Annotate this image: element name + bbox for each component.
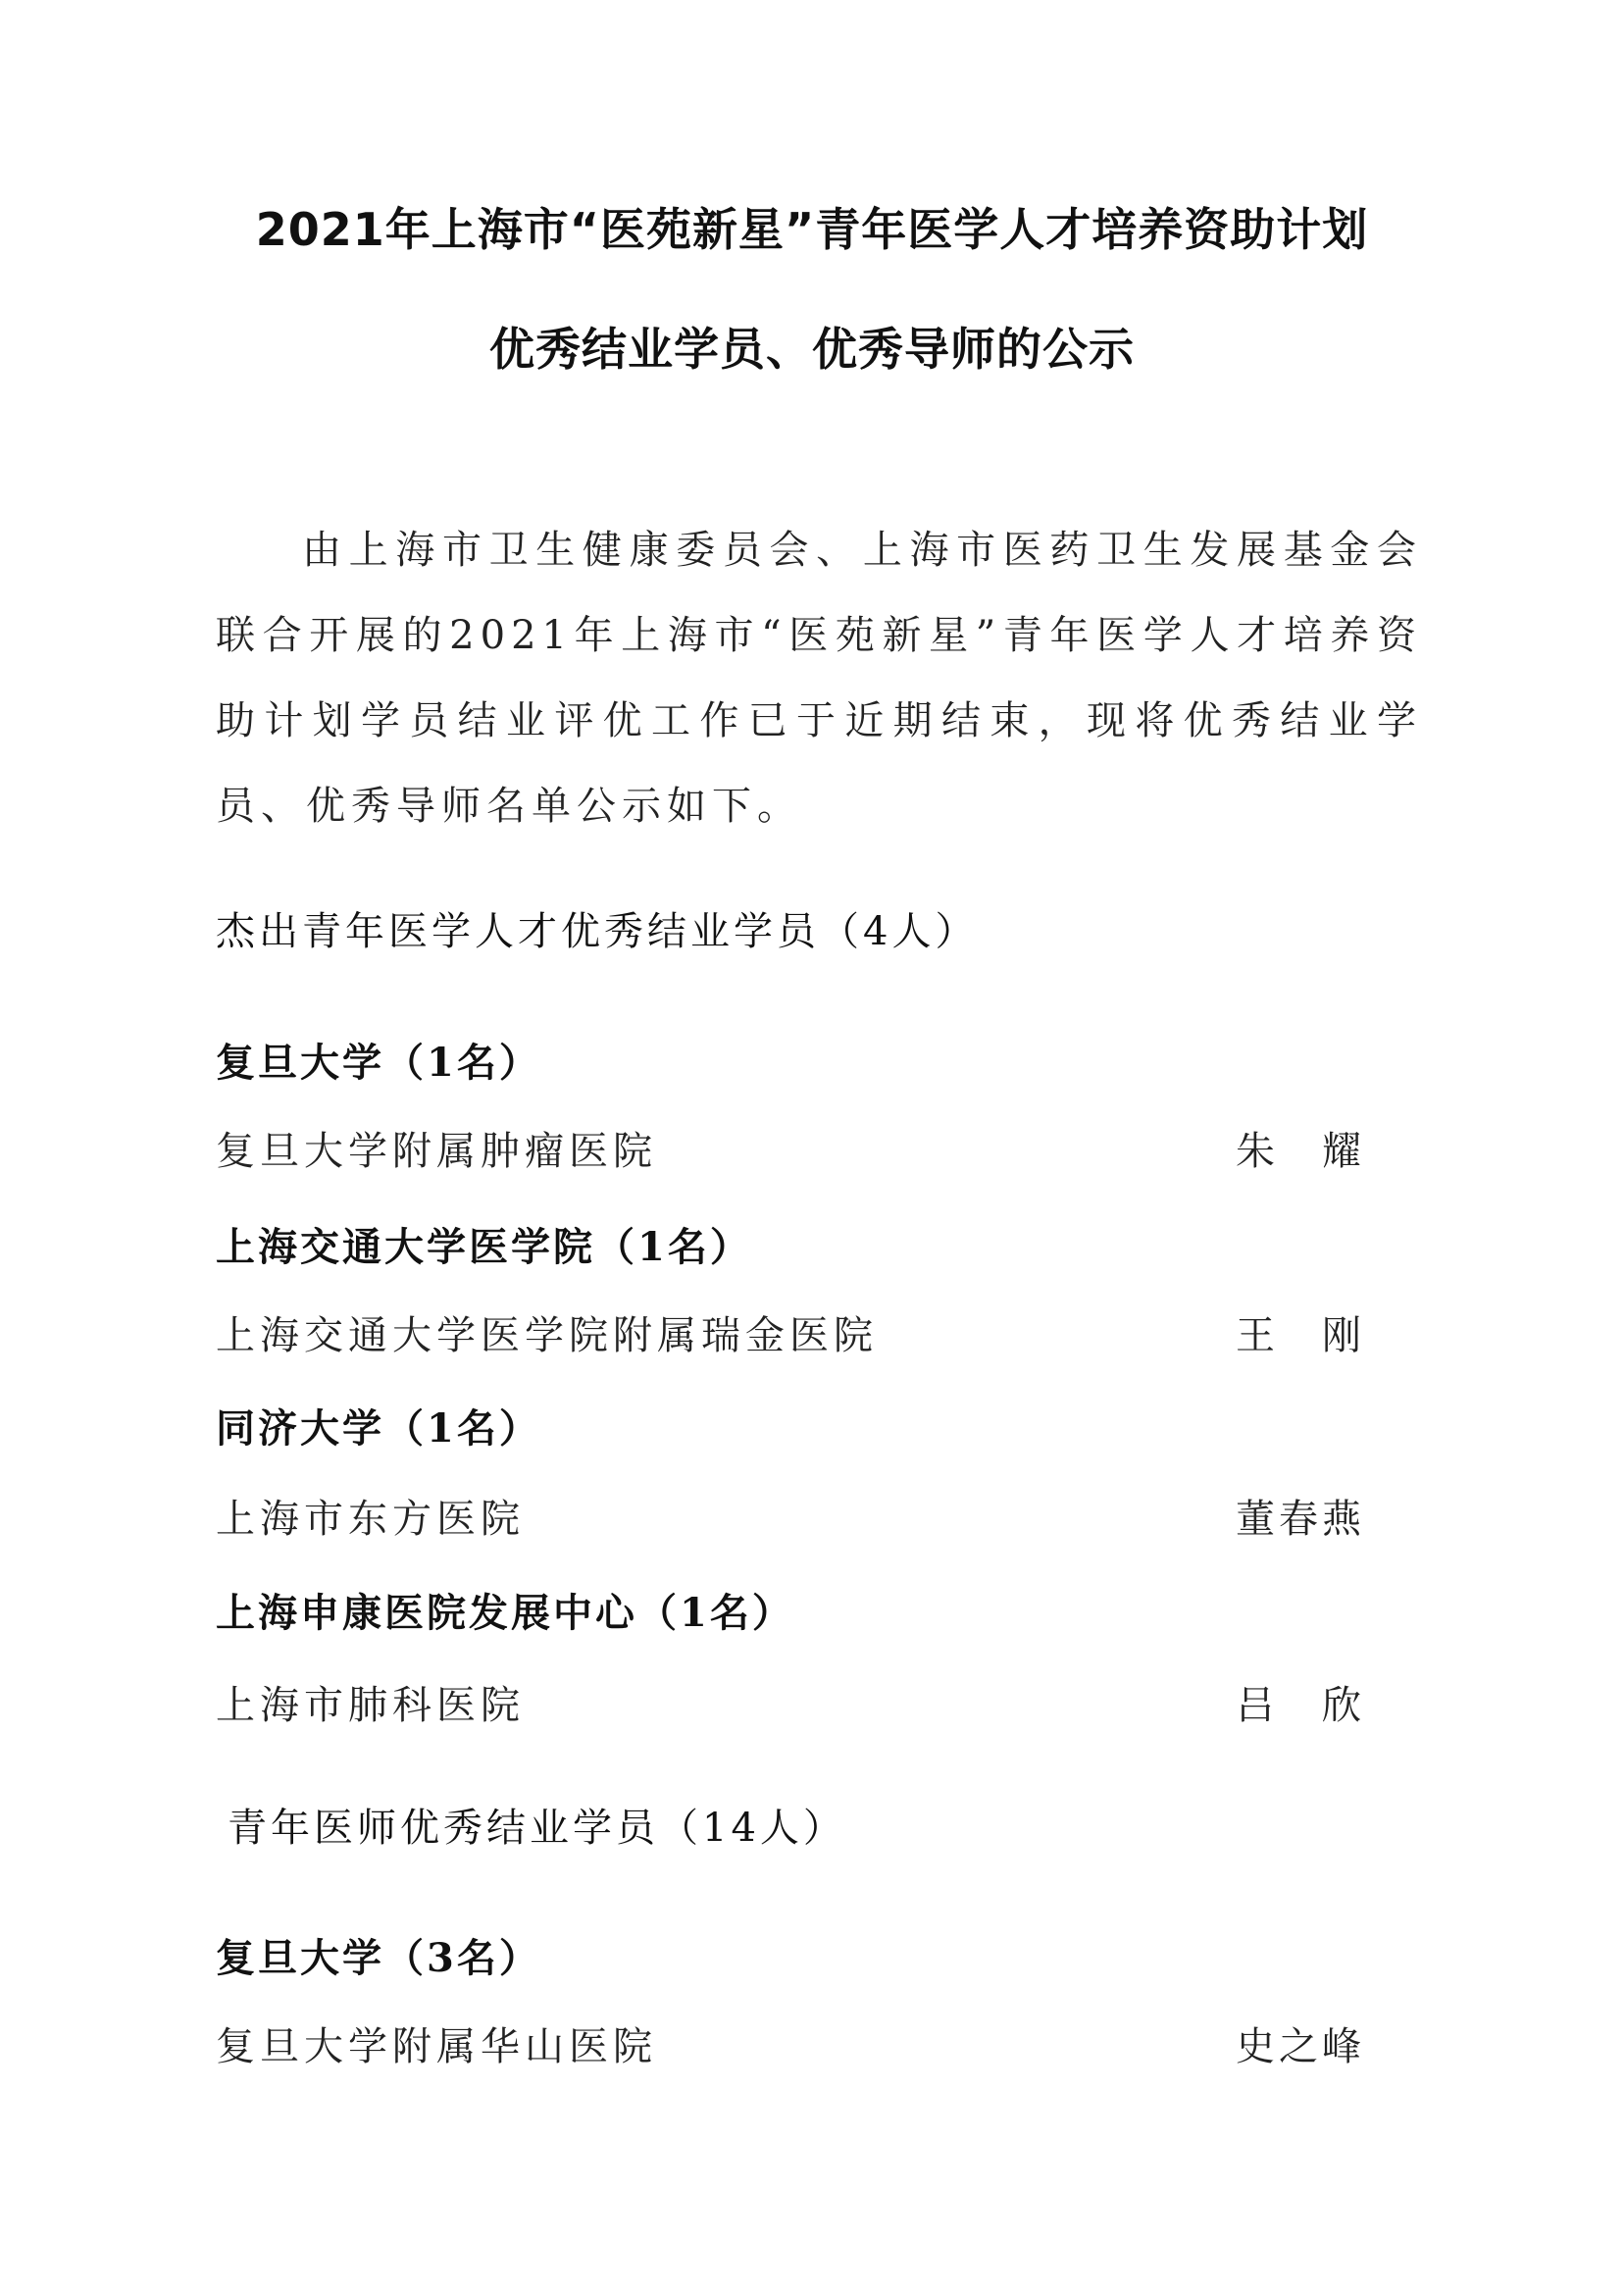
intro-paragraph: 由上海市卫生健康委员会、上海市医药卫生发展基金会联合开展的2021年上海市“医苑新星”青年医学人才培养资助计划学员结业评优工作已于近期结束，现将优秀结业学员、优秀导师名单公示如下。 [216,528,1422,829]
person-name: 王 刚 [1236,1313,1365,1358]
document-title-line-1: 2021年上海市“医苑新星”青年医学人才培养资助计划 [255,203,1369,256]
person-name: 朱 耀 [1236,1129,1365,1174]
hospital-name: 上海市肺科医院 [216,1683,525,1728]
group-heading: 上海申康医院发展中心（1名） [216,1590,794,1636]
group-heading: 复旦大学（3名） [216,1935,541,1981]
person-name: 史之峰 [1236,2024,1365,2069]
group-heading: 同济大学（1名） [216,1405,541,1452]
person-name: 吕 欣 [1236,1683,1365,1728]
document-title-line-2: 优秀结业学员、优秀导师的公示 [489,323,1135,376]
hospital-name: 复旦大学附属华山医院 [216,2024,657,2069]
section-heading: 杰出青年医学人才优秀结业学员（4人） [216,909,979,954]
group-heading: 上海交通大学医学院（1名） [216,1224,752,1270]
group-heading: 复旦大学（1名） [216,1040,541,1086]
hospital-name: 上海交通大学医学院附属瑞金医院 [216,1313,878,1358]
hospital-name: 上海市东方医院 [216,1497,525,1542]
person-name: 董春燕 [1236,1497,1365,1542]
section-heading: 青年医师优秀结业学员（14人） [228,1806,846,1851]
hospital-name: 复旦大学附属肿瘤医院 [216,1129,657,1174]
